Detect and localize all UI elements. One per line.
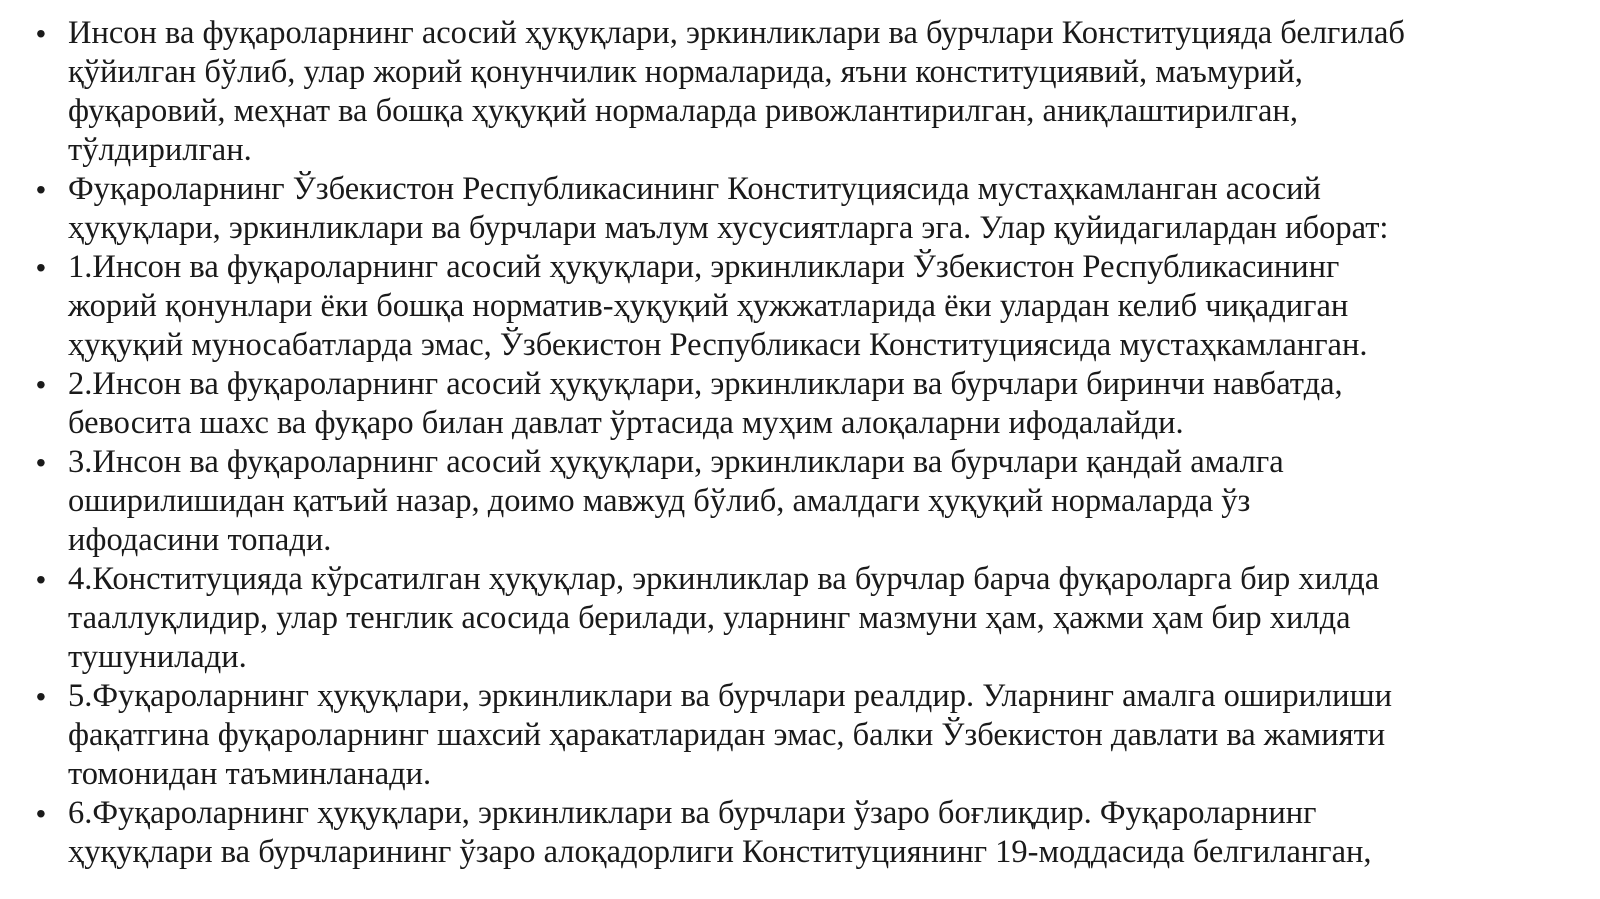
bullet-text-line: ҳуқуқлари ва бурчларининг ўзаро алоқадорлиги Конституциянинг 19-моддасида белгиланган, — [68, 834, 1372, 870]
bullet-item — [36, 365, 1584, 443]
bullet-text-line: ифодасини топади. — [68, 522, 332, 558]
bullet-dot-icon: • — [36, 681, 46, 712]
bullet-dot-icon: • — [36, 174, 46, 205]
bullet-text-line: томонидан таъминланади. — [68, 756, 432, 792]
bullet-text-line: тааллуқлидир, улар тенглик асосида берилади, уларнинг мазмуни ҳам, ҳажми ҳам бир хилда — [68, 600, 1351, 636]
bullet-text-line: 5.Фуқароларнинг ҳуқуқлари, эркинликлари ва бурчлари реалдир. Уларнинг амалга оширилиши — [68, 678, 1392, 714]
bullet-text-line: 2.Инсон ва фуқароларнинг асосий ҳуқуқлари, эркинликлари ва бурчлари биринчи навбатда, — [68, 366, 1343, 402]
bullet-text-line: 1.Инсон ва фуқароларнинг асосий ҳуқуқлари, эркинликлари Ўзбекистон Республикасининг — [68, 249, 1340, 285]
bullet-text-line: ҳуқуқлари, эркинликлари ва бурчлари маълум хусусиятларга эга. Улар қуйидагилардан иборат: — [68, 210, 1389, 246]
bullet-dot-icon: • — [36, 447, 46, 478]
bullet-text-line: оширилишидан қатъий назар, доимо мавжуд бўлиб, амалдаги ҳуқуқий нормаларда ўз — [68, 483, 1251, 519]
bullet-text-line: Фуқароларнинг Ўзбекистон Республикасининг Конституциясида мустаҳкамланган асосий — [68, 171, 1321, 207]
bullet-list — [36, 14, 1584, 872]
bullet-item — [36, 14, 1584, 170]
bullet-item — [36, 248, 1584, 365]
bullet-text-line: фақатгина фуқароларнинг шахсий ҳаракатларидан эмас, балки Ўзбекистон давлати ва жамияти — [68, 717, 1386, 753]
bullet-text-line: ҳуқуқий муносабатларда эмас, Ўзбекистон Республикаси Конституциясида мустаҳкамланган. — [68, 327, 1368, 363]
bullet-text-line: 6.Фуқароларнинг ҳуқуқлари, эркинликлари ва бурчлари ўзаро боғлиқдир. Фуқароларнинг — [68, 795, 1317, 831]
bullet-text-line: 3.Инсон ва фуқароларнинг асосий ҳуқуқлари, эркинликлари ва бурчлари қандай амалга — [68, 444, 1284, 480]
bullet-text-line: бевосита шахс ва фуқаро билан давлат ўртасида муҳим алоқаларни ифодалайди. — [68, 405, 1184, 441]
bullet-text-line: қўйилган бўлиб, улар жорий қонунчилик нормаларида, яъни конституциявий, маъмурий, — [68, 54, 1303, 90]
bullet-dot-icon: • — [36, 369, 46, 400]
bullet-item — [36, 170, 1584, 248]
bullet-dot-icon: • — [36, 18, 46, 49]
bullet-item — [36, 560, 1584, 677]
bullet-item — [36, 443, 1584, 560]
bullet-text-line: тушунилади. — [68, 639, 247, 675]
bullet-dot-icon: • — [36, 252, 46, 283]
bullet-item — [36, 677, 1584, 794]
bullet-text-line: 4.Конституцияда кўрсатилган ҳуқуқлар, эркинликлар ва бурчлар барча фуқароларга бир хилда — [68, 561, 1380, 597]
bullet-text-line: фуқаровий, меҳнат ва бошқа ҳуқуқий нормаларда ривожлантирилган, аниқлаштирилган, — [68, 93, 1298, 129]
bullet-text-line: Инсон ва фуқароларнинг асосий ҳуқуқлари, эркинликлари ва бурчлари Конституцияда белгилаб — [68, 15, 1405, 51]
bullet-text-line: тўлдирилган. — [68, 132, 252, 168]
bullet-dot-icon: • — [36, 564, 46, 595]
bullet-dot-icon: • — [36, 798, 46, 829]
bullet-item — [36, 794, 1584, 872]
bullet-text-line: жорий қонунлари ёки бошқа норматив-ҳуқуқий ҳужжатларида ёки улардан келиб чиқадиган — [68, 288, 1349, 324]
